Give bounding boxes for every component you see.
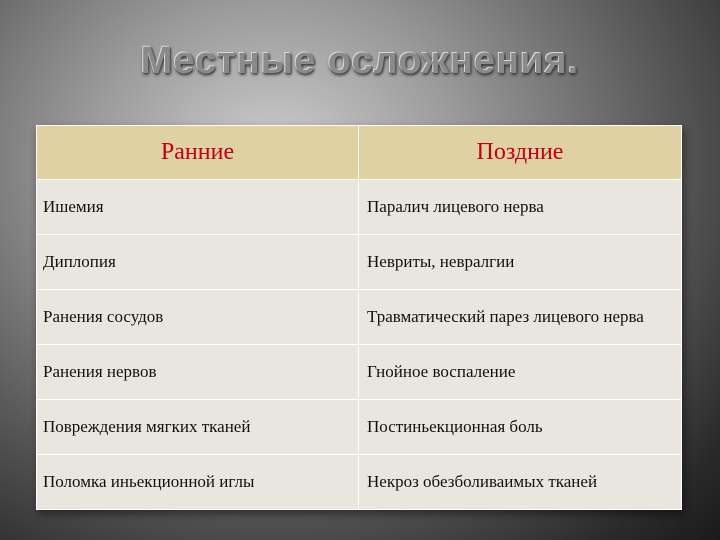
early-cell: Поломка иньекционной иглы bbox=[37, 455, 359, 510]
late-cell: Постиньекционная боль bbox=[359, 400, 682, 455]
late-cell: Травматический парез лицевого нерва bbox=[359, 290, 682, 345]
table-row bbox=[37, 455, 682, 510]
early-cell: Ранения нервов bbox=[37, 345, 359, 400]
complications-table bbox=[36, 125, 682, 510]
late-cell: Гнойное воспаление bbox=[359, 345, 682, 400]
early-cell: Ранения сосудов bbox=[37, 290, 359, 345]
late-cell: Некроз обезболиваимых тканей bbox=[359, 455, 682, 510]
table-row bbox=[37, 290, 682, 345]
slide-title: Местные осложнения. bbox=[140, 40, 580, 82]
table-row bbox=[37, 235, 682, 290]
header-early: Ранние bbox=[37, 126, 359, 180]
table-row bbox=[37, 400, 682, 455]
early-cell: Ишемия bbox=[37, 180, 359, 235]
header-late: Поздние bbox=[359, 126, 682, 180]
late-cell: Невриты, невралгии bbox=[359, 235, 682, 290]
table-header-row bbox=[37, 126, 682, 180]
early-cell: Диплопия bbox=[37, 235, 359, 290]
table-row bbox=[37, 180, 682, 235]
late-cell: Паралич лицевого нерва bbox=[359, 180, 682, 235]
table-row bbox=[37, 345, 682, 400]
early-cell: Повреждения мягких тканей bbox=[37, 400, 359, 455]
